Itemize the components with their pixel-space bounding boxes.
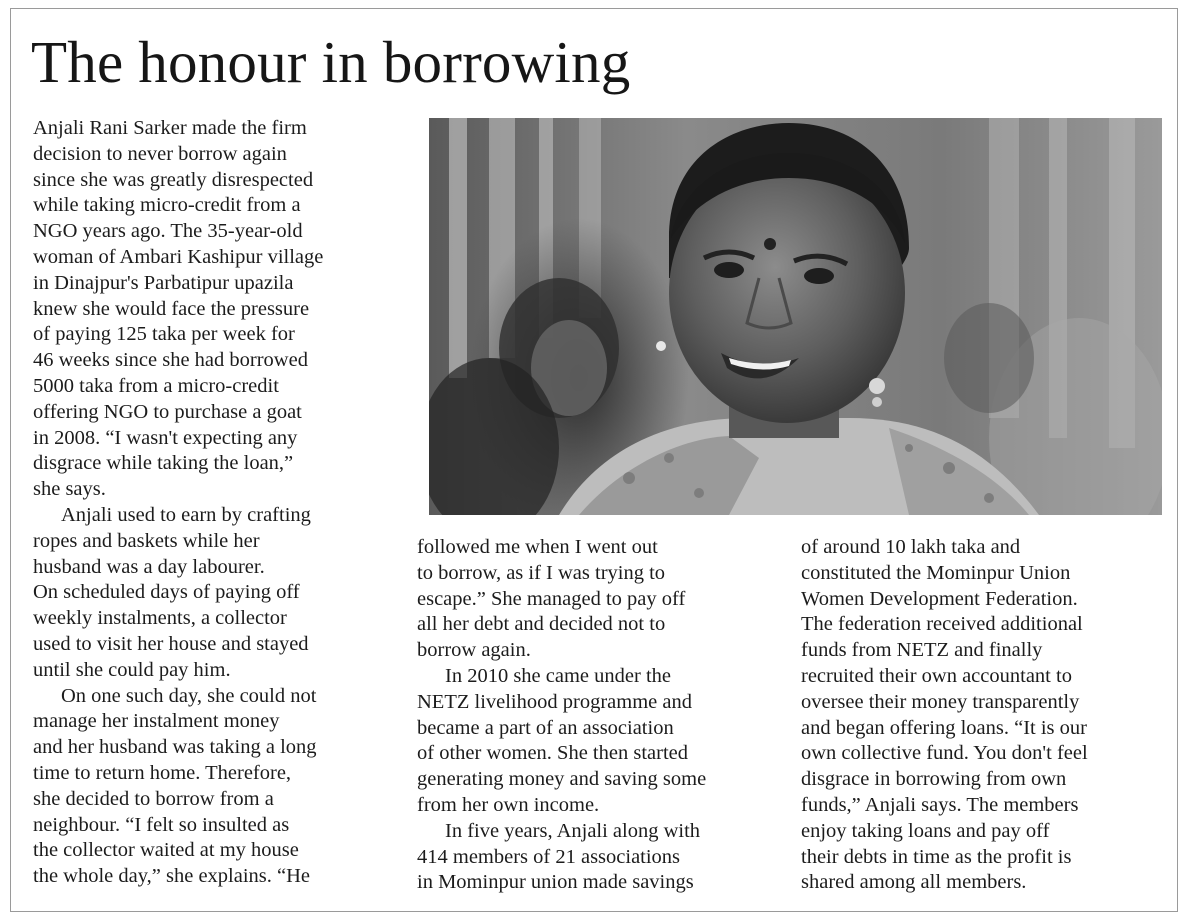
paragraph-1: Anjali Rani Sarker made the firm decision to never borrow again since she was greatly disrespected while taking micro-credit from a NGO years ago. The 35-year-old woman of Ambari Kashipur village in Dinajpur's Parbatipur upazila knew she would face the pressure of paying 125 taka per week for 46 weeks since she had borrowed 5000 taka from a micro-credit offering NGO to purchase a goat in 2008. “I wasn't expecting any disgrace while taking the loan,” she says. <box>33 117 324 501</box>
paragraph-4: followed me when I went out to borrow, as if I was trying to escape.” She managed to pay off all her debt and decided not to borrow again. <box>417 536 686 662</box>
article-column-1 <box>33 116 413 890</box>
portrait-photo <box>429 118 1162 515</box>
paragraph-7: of around 10 lakh taka and constituted the Mominpur Union Women Development Federation. The federation received additional funds from NETZ and finally recruited their own accountant to oversee their money transparently and began offering loans. “It is our own collective fund. You don't feel disgrace in borrowing from own funds,” Anjali says. The members enjoy taking loans and pay off their debts in time as the profit is shared among all members. <box>801 536 1088 894</box>
article-column-3 <box>801 535 1171 896</box>
article-column-2 <box>417 535 793 896</box>
paragraph-2: Anjali used to earn by crafting ropes and baskets while her husband was a day labourer. On scheduled days of paying off weekly instalments, a collector used to visit her house and stayed until she could pay him. <box>33 503 311 681</box>
paragraph-6: In five years, Anjali along with 414 members of 21 associations in Mominpur union made savings <box>417 819 701 894</box>
paragraph-5: In 2010 she came under the NETZ livelihood programme and became a part of an association of other women. She then started generating money and saving some from her own income. <box>417 664 707 816</box>
headline: The honour in borrowing <box>31 29 631 95</box>
paragraph-3: On one such day, she could not manage her instalment money and her husband was taking a long time to return home. Therefore, she decided to borrow from a neighbour. “I felt so insulted as the collector waited at my house the whole day,” she explains. “He <box>33 684 317 888</box>
article-frame <box>10 8 1178 912</box>
